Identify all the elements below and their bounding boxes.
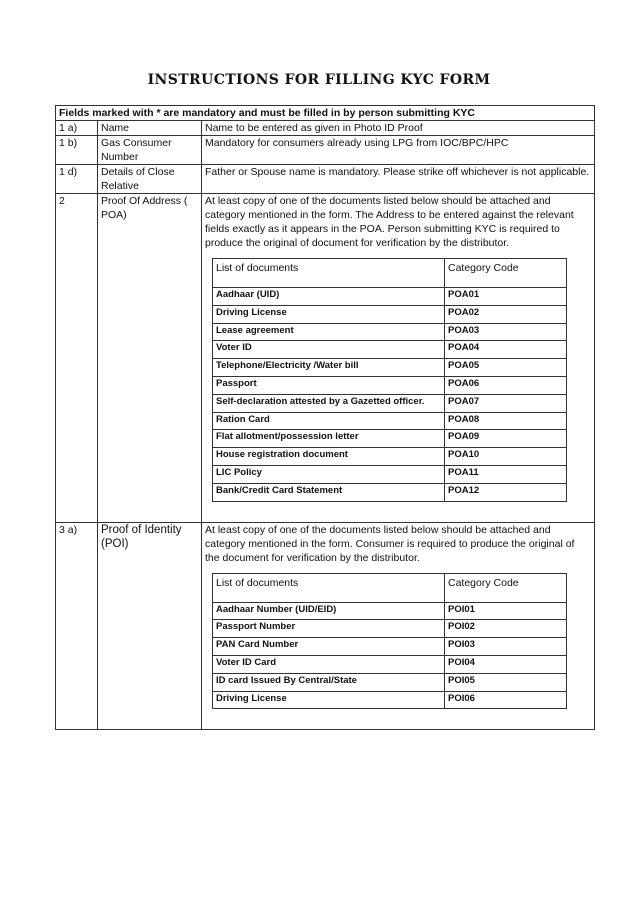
table-row — [56, 165, 595, 194]
list-documents-header: List of documents — [213, 573, 445, 602]
category-code-header: Category Code — [445, 259, 567, 288]
category-code: POA08 — [445, 412, 567, 430]
row-number: 1 a) — [56, 121, 98, 136]
table-row — [56, 136, 595, 165]
document-name: LIC Policy — [213, 465, 445, 483]
field-description: Father or Spouse name is mandatory. Please strike off whichever is not applicable. — [202, 165, 595, 194]
category-code: POA11 — [445, 465, 567, 483]
document-name: Voter ID — [213, 341, 445, 359]
category-code: POA07 — [445, 394, 567, 412]
category-code: POI02 — [445, 620, 567, 638]
list-item — [213, 305, 567, 323]
list-item — [213, 359, 567, 377]
field-name: Proof Of Address ( POA) — [98, 194, 202, 523]
document-name: Self-declaration attested by a Gazetted officer. — [213, 394, 445, 412]
field-description: Name to be entered as given in Photo ID Proof — [202, 121, 595, 136]
poi-cell — [202, 522, 595, 730]
document-name: Flat allotment/possession letter — [213, 430, 445, 448]
document-name: Ration Card — [213, 412, 445, 430]
category-code: POA09 — [445, 430, 567, 448]
category-code-header: Category Code — [445, 573, 567, 602]
table-header: Fields marked with * are mandatory and must be filled in by person submitting KYC — [56, 106, 595, 121]
document-name: Voter ID Card — [213, 655, 445, 673]
document-name: Passport — [213, 376, 445, 394]
field-name: Gas Consumer Number — [98, 136, 202, 165]
category-code: POI03 — [445, 638, 567, 656]
field-description: Mandatory for consumers already using LPG from IOC/BPC/HPC — [202, 136, 595, 165]
list-item — [213, 620, 567, 638]
category-code: POA01 — [445, 288, 567, 306]
category-code: POI06 — [445, 691, 567, 709]
list-item — [213, 483, 567, 501]
list-item — [213, 638, 567, 656]
list-documents-header: List of documents — [213, 259, 445, 288]
list-item — [213, 673, 567, 691]
table-row — [56, 121, 595, 136]
document-name: Aadhaar Number (UID/EID) — [213, 602, 445, 620]
document-name: Bank/Credit Card Statement — [213, 483, 445, 501]
document-name: Telephone/Electricity /Water bill — [213, 359, 445, 377]
document-name: Aadhaar (UID) — [213, 288, 445, 306]
list-item — [213, 602, 567, 620]
category-code: POA04 — [445, 341, 567, 359]
document-name: Passport Number — [213, 620, 445, 638]
document-name: PAN Card Number — [213, 638, 445, 656]
list-header-row — [213, 259, 567, 288]
document-name: Lease agreement — [213, 323, 445, 341]
list-item — [213, 691, 567, 709]
document-name: ID card Issued By Central/State — [213, 673, 445, 691]
list-item — [213, 448, 567, 466]
table-row-poi — [56, 522, 595, 730]
document-name: House registration document — [213, 448, 445, 466]
category-code: POA06 — [445, 376, 567, 394]
table-header-row — [56, 106, 595, 121]
row-number: 3 a) — [56, 522, 98, 730]
list-item — [213, 376, 567, 394]
kyc-instructions-table — [55, 105, 595, 730]
category-code: POA03 — [445, 323, 567, 341]
category-code: POI01 — [445, 602, 567, 620]
list-item — [213, 465, 567, 483]
row-number: 2 — [56, 194, 98, 523]
category-code: POI05 — [445, 673, 567, 691]
page-title: INSTRUCTIONS FOR FILLING KYC FORM — [147, 72, 491, 88]
field-name: Name — [98, 121, 202, 136]
list-header-row — [213, 573, 567, 602]
field-description: At least copy of one of the documents listed below should be attached and category mentioned in the form. The Address to be entered against the relevant fields exactly as it appears in the POA. Person submitting KYC is required to produce the original of document for verification by the distributor. — [205, 195, 574, 249]
category-code: POA02 — [445, 305, 567, 323]
list-item — [213, 655, 567, 673]
list-item — [213, 323, 567, 341]
poa-document-list — [212, 258, 567, 502]
category-code: POA10 — [445, 448, 567, 466]
poi-document-list — [212, 573, 567, 710]
row-number: 1 b) — [56, 136, 98, 165]
field-name: Proof of Identity (POI) — [98, 522, 202, 730]
list-item — [213, 412, 567, 430]
category-code: POI04 — [445, 655, 567, 673]
document-name: Driving License — [213, 305, 445, 323]
table-row-poa — [56, 194, 595, 523]
list-item — [213, 394, 567, 412]
field-name: Details of Close Relative — [98, 165, 202, 194]
poa-cell — [202, 194, 595, 523]
row-number: 1 d) — [56, 165, 98, 194]
category-code: POA05 — [445, 359, 567, 377]
field-description: At least copy of one of the documents listed below should be attached and category mentioned in the form. Consumer is required to produce the original of the document for verification by the distributor. — [205, 523, 575, 564]
document-name: Driving License — [213, 691, 445, 709]
category-code: POA12 — [445, 483, 567, 501]
list-item — [213, 430, 567, 448]
list-item — [213, 288, 567, 306]
list-item — [213, 341, 567, 359]
